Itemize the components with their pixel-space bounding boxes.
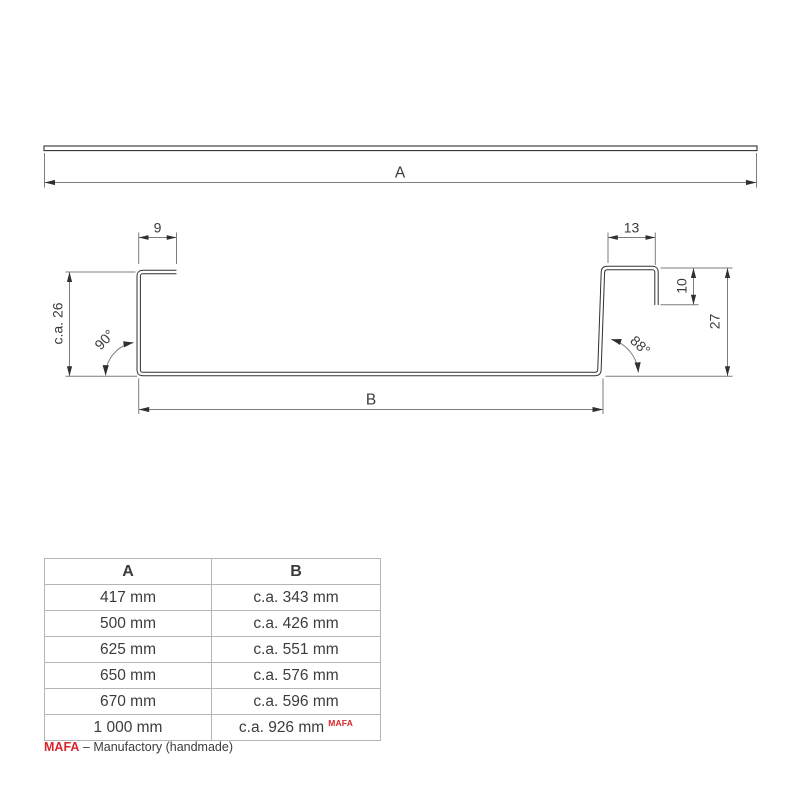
cell-b: c.a. 596 mm	[212, 689, 381, 715]
arrow-27-bottom	[725, 366, 730, 376]
cell-a: 650 mm	[45, 663, 212, 689]
footnote	[44, 740, 233, 755]
cell-b: c.a. 576 mm	[212, 663, 381, 689]
profile-outline-core	[139, 268, 657, 374]
cross-section-profile	[139, 268, 657, 374]
cell-a: 1 000 mm	[45, 715, 212, 741]
cell-a: 625 mm	[45, 637, 212, 663]
cell-b-value: c.a. 926 mm	[238, 719, 325, 737]
top-sheet-profile	[44, 146, 757, 151]
cell-b: c.a. 426 mm	[212, 611, 381, 637]
size-table	[44, 558, 381, 741]
angle-arc-90	[106, 343, 134, 376]
footnote-definition: – Manufactory (handmade)	[82, 740, 233, 754]
arrow-A-right	[746, 180, 757, 185]
label-angle-90: 90°	[91, 326, 118, 353]
label-left-flange-width: 9	[153, 219, 162, 236]
label-lip-height: 10	[673, 278, 690, 294]
label-angle-88: 88°	[627, 332, 654, 359]
footnote-term: MAFA	[44, 740, 80, 754]
cell-a: 417 mm	[45, 585, 212, 611]
arrow-13-left	[608, 235, 618, 240]
table-row	[45, 715, 381, 741]
arrow-9-left	[139, 235, 149, 240]
cell-a: 500 mm	[45, 611, 212, 637]
arrow-9-right	[167, 235, 177, 240]
table-row	[45, 611, 381, 637]
arrow-ca26-top	[67, 272, 72, 282]
arrow-B-left	[139, 407, 150, 412]
table-row	[45, 585, 381, 611]
profile-outline-outer	[139, 268, 657, 374]
arrow-13-right	[646, 235, 656, 240]
size-table-header-row	[45, 559, 381, 585]
arrow-27-top	[725, 268, 730, 278]
label-bottom-width-B: B	[365, 391, 377, 409]
table-row	[45, 637, 381, 663]
cell-a: 670 mm	[45, 689, 212, 715]
dimension-ca26	[66, 272, 138, 376]
label-left-height: c.a. 26	[49, 302, 66, 345]
label-right-height: 27	[706, 313, 723, 330]
cell-b	[212, 715, 381, 741]
arrow-10-top	[691, 268, 696, 278]
arrow-ca26-bottom	[67, 366, 72, 376]
arrow-A-left	[45, 180, 56, 185]
label-right-flange-width: 13	[623, 219, 640, 236]
table-row	[45, 663, 381, 689]
sheet-bar	[44, 146, 757, 151]
cell-b: c.a. 343 mm	[212, 585, 381, 611]
cell-b: c.a. 551 mm	[212, 637, 381, 663]
label-length-A: A	[394, 164, 406, 182]
mafa-superscript: MAFA	[328, 717, 354, 728]
column-header-b: B	[212, 559, 381, 585]
table-row	[45, 689, 381, 715]
arrow-B-right	[593, 407, 604, 412]
arrow-10-bottom	[691, 295, 696, 305]
column-header-a: A	[45, 559, 212, 585]
